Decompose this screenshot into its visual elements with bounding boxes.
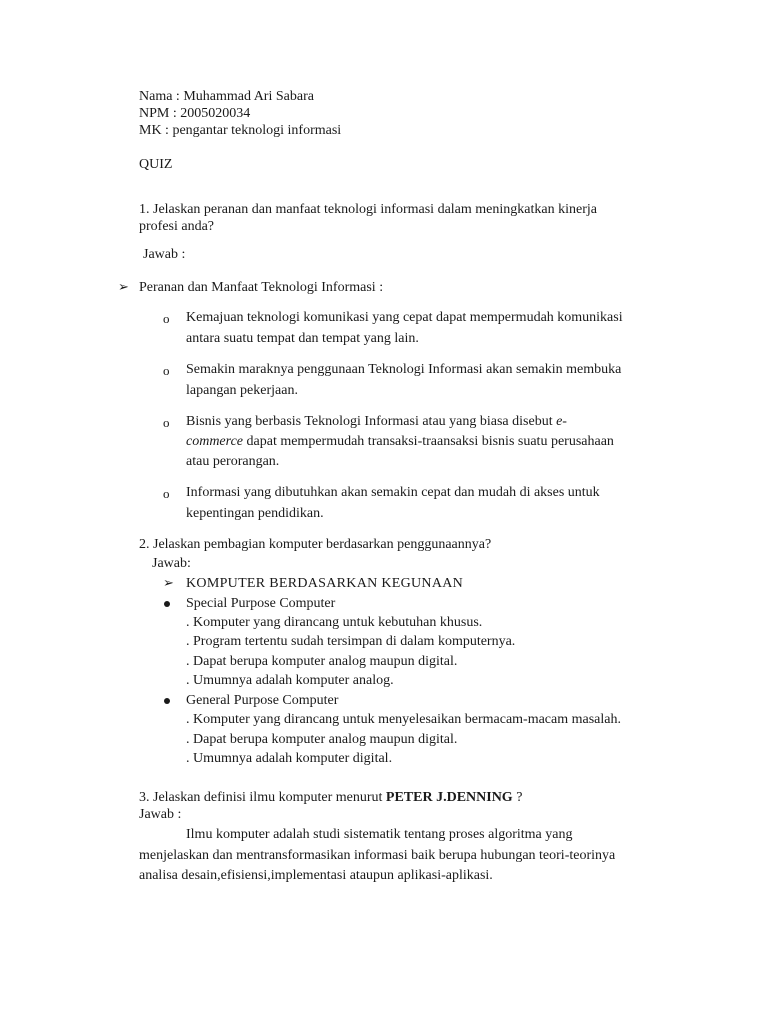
q3-question-end: ? — [512, 790, 523, 805]
q2-question: 2. Jelaskan pembagian komputer berdasarkan penggunaannya? — [139, 537, 492, 552]
q2-special-point-2: . Program tertentu sudah tersimpan di dalam komputernya. — [186, 634, 516, 649]
q2-general-title: General Purpose Computer — [186, 693, 339, 708]
quiz-title: QUIZ — [139, 157, 173, 172]
q1-item1-line2: antara suatu tempat dan tempat yang lain. — [186, 331, 419, 346]
circle-bullet-icon: o — [163, 486, 170, 501]
q2-general-point-2: . Dapat berupa komputer analog maupun digital. — [186, 732, 458, 747]
q1-item3-line2 — [186, 433, 614, 451]
course-name: MK : pengantar teknologi informasi — [139, 123, 342, 138]
q3-answer-line3: analisa desain,efisiensi,implementasi ataupun aplikasi-aplikasi. — [139, 868, 493, 883]
q1-item1-line1: Kemajuan teknologi komunikasi yang cepat dapat mempermudah komunikasi — [186, 310, 623, 325]
student-npm: NPM : 2005020034 — [139, 106, 251, 121]
q2-heading: KOMPUTER BERDASARKAN KEGUNAAN — [186, 576, 464, 591]
q1-jawab: Jawab : — [143, 247, 186, 262]
q3-jawab: Jawab : — [139, 807, 182, 822]
student-name: Nama : Muhammad Ari Sabara — [139, 89, 314, 104]
q3-question-text: 3. Jelaskan definisi ilmu komputer menurut — [139, 790, 386, 805]
q3-answer-line2: menjelaskan dan mentransformasikan informasi baik berupa hubungan teori-teorinya — [139, 848, 616, 863]
circle-bullet-icon: o — [163, 363, 170, 378]
q1-item2-line1: Semakin maraknya penggunaan Teknologi Informasi akan semakin membuka — [186, 362, 622, 377]
q1-item3-italic-a: e- — [556, 414, 567, 429]
q2-special-point-1: . Komputer yang dirancang untuk kebutuhan khusus. — [186, 615, 483, 630]
circle-bullet-icon: o — [163, 311, 170, 326]
q1-question-line2: profesi anda? — [139, 219, 215, 234]
q2-general-point-1: . Komputer yang dirancang untuk menyelesaikan bermacam-macam masalah. — [186, 712, 621, 727]
q1-heading: Peranan dan Manfaat Teknologi Informasi : — [139, 280, 384, 295]
q1-item4-line2: kepentingan pendidikan. — [186, 506, 324, 521]
bullet-dot-icon — [164, 698, 170, 704]
q1-item3-text-b: dapat mempermudah transaksi-traansaksi bisnis suatu perusahaan — [243, 434, 614, 449]
bullet-dot-icon — [164, 601, 170, 607]
q1-item3-text-a: Bisnis yang berbasis Teknologi Informasi atau yang biasa disebut — [186, 414, 557, 429]
q2-special-title: Special Purpose Computer — [186, 596, 336, 611]
q2-jawab: Jawab: — [152, 556, 191, 571]
q1-question-line1: 1. Jelaskan peranan dan manfaat teknologi informasi dalam meningkatkan kinerja — [139, 202, 597, 217]
arrow-bullet-icon: ➢ — [163, 576, 174, 591]
circle-bullet-icon: o — [163, 415, 170, 430]
q1-item3-line3: atau perorangan. — [186, 454, 280, 469]
q1-item3-line1 — [186, 413, 567, 431]
q2-special-point-3: . Dapat berupa komputer analog maupun digital. — [186, 654, 458, 669]
q1-item3-italic-b: commerce — [186, 434, 244, 449]
q2-general-point-3: . Umumnya adalah komputer digital. — [186, 751, 393, 766]
q3-question-bold: PETER J.DENNING — [385, 790, 513, 805]
q3-question — [139, 789, 522, 807]
q2-special-point-4: . Umumnya adalah komputer analog. — [186, 673, 394, 688]
q3-answer-line1: Ilmu komputer adalah studi sistematik tentang proses algoritma yang — [186, 827, 573, 842]
q1-item2-line2: lapangan pekerjaan. — [186, 383, 298, 398]
arrow-bullet-icon: ➢ — [118, 280, 129, 295]
q1-item4-line1: Informasi yang dibutuhkan akan semakin cepat dan mudah di akses untuk — [186, 485, 600, 500]
